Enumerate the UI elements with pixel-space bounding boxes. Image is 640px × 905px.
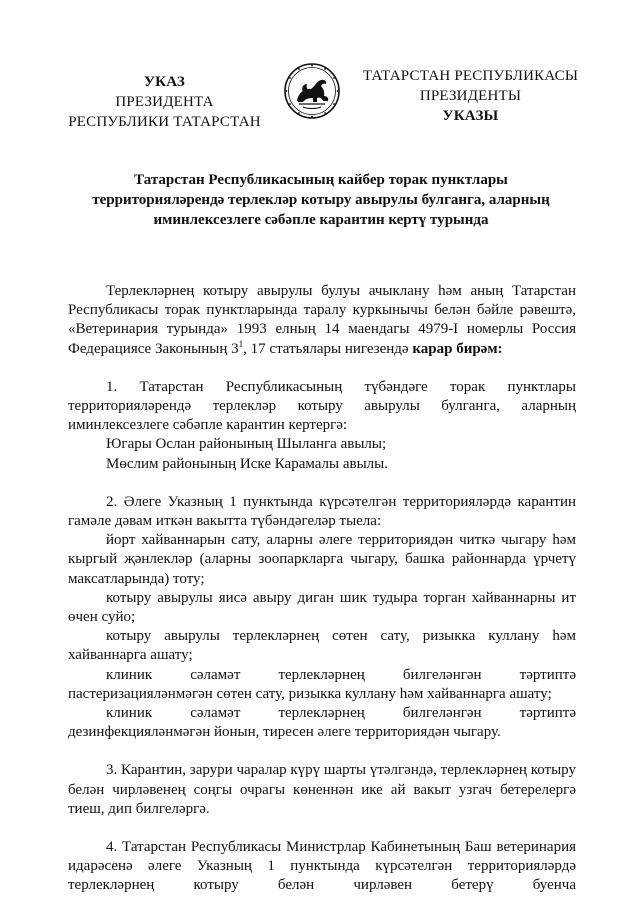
title-line1: Татарстан Республикасының кайбер торак пунктлары <box>134 172 508 188</box>
header-russian-block <box>62 72 267 132</box>
intro-superscript: 1 <box>238 338 244 349</box>
document-header <box>0 62 640 142</box>
header-left-line2: ПРЕЗИДЕНТА <box>115 94 214 110</box>
tatarstan-coat-of-arms-icon <box>283 62 341 120</box>
header-right-line1: ТАТАРСТАН РЕСПУБЛИКАСЫ <box>362 68 579 84</box>
item-2-bullet-3: котыру авырулы терлекләрнең сөтен сату, ризыкка куллану һәм хайваннарга ашату; <box>68 628 576 664</box>
item-3-paragraph: 3. Карантин, зарури чаралар күрү шарты үтәлгәндә, терлекләрнең котыру белән чирләвенең соңгы очрагы көненнән ике ай вакыт узгач бетерелергә тиеш, дип билгеләргә. <box>68 762 576 817</box>
intro-text: Терлекләрнең котыру авырулы булуы ачыклану һәм аның Татарстан Республикасы торак пунктларында таралу куркынычы белән бәйле рәвештә, «Ветеринария турында» 1993 елның 14 маендагы 4979-I номерлы Россия Федерациясе Законының 3 <box>68 283 576 357</box>
intro-paragraph <box>68 282 576 359</box>
intro-text-after: , 17 статьялары нигезендә <box>243 340 413 357</box>
item-2-bullet-4: клиник сәламәт терлекләрнең билгеләнгән тәртиптә пастеризацияләнмәгән сөтен сату, ризыкка куллану һәм хайваннарга ашату; <box>68 666 576 702</box>
item-2-bullet-1: йорт хайваннарын сату, аларны әлеге территориядән читкә чыгару һәм кыргый җәнлекләр (аларны зоопаркларга чыгару, башка районнарда үрчетү максатларында) тоту; <box>68 532 576 587</box>
header-left-line3: РЕСПУБЛИКИ ТАТАРСТАН <box>68 114 261 130</box>
item-1-paragraph: 1. Татарстан Республикасының түбәндәге торак пунктлары территорияләрендә терлекләр котыру авырулы булганга, аларның иминлексезлеге сәбәпле карантин кертергә: <box>68 378 576 434</box>
document-title <box>66 170 576 230</box>
item-1-place-2: Мөслим районының Иске Карамалы авылы. <box>106 455 388 472</box>
item-2-paragraph: 2. Әлеге Указның 1 пунктында күрсәтелгән территорияләрдә карантин гамәле дәвам иткән вакытта түбәндәгеләр тыела: <box>68 493 576 530</box>
header-tatar-block <box>358 66 583 126</box>
item-2-bullet-2: котыру авырулы яисә авыру диган шик тудыра торган хайваннарны ит өчен суйо; <box>68 589 576 626</box>
intro-bold-decree: карар бирәм: <box>412 340 503 357</box>
header-right-line3: УКАЗЫ <box>442 108 499 124</box>
item-1-place-1: Югары Ослан районының Шыланга авылы; <box>106 436 387 453</box>
header-left-line1: УКАЗ <box>143 74 186 90</box>
title-line2: территорияләрендә терлекләр котыру авырулы булганга, аларның <box>92 192 550 208</box>
item-2-bullet-5: клиник сәламәт терлекләрнең билгеләнгән тәртиптә дезинфекцияләнмәгән йонын, тиресен әлеге территориядән чыгару. <box>68 705 576 741</box>
document-body <box>68 282 576 896</box>
header-right-line2: ПРЕЗИДЕНТЫ <box>419 88 522 104</box>
title-line3: иминлексезлеге сәбәпле карантин кертү турында <box>153 212 489 228</box>
item-4-paragraph: 4. Татарстан Республикасы Министрлар Кабинетының Баш ветеринария идарәсенә әлеге Указның 1 пунктында күрсәтелгән территорияләрдә терлекләрнең котыру белән чирләвен бетерү буенча <box>68 839 576 894</box>
